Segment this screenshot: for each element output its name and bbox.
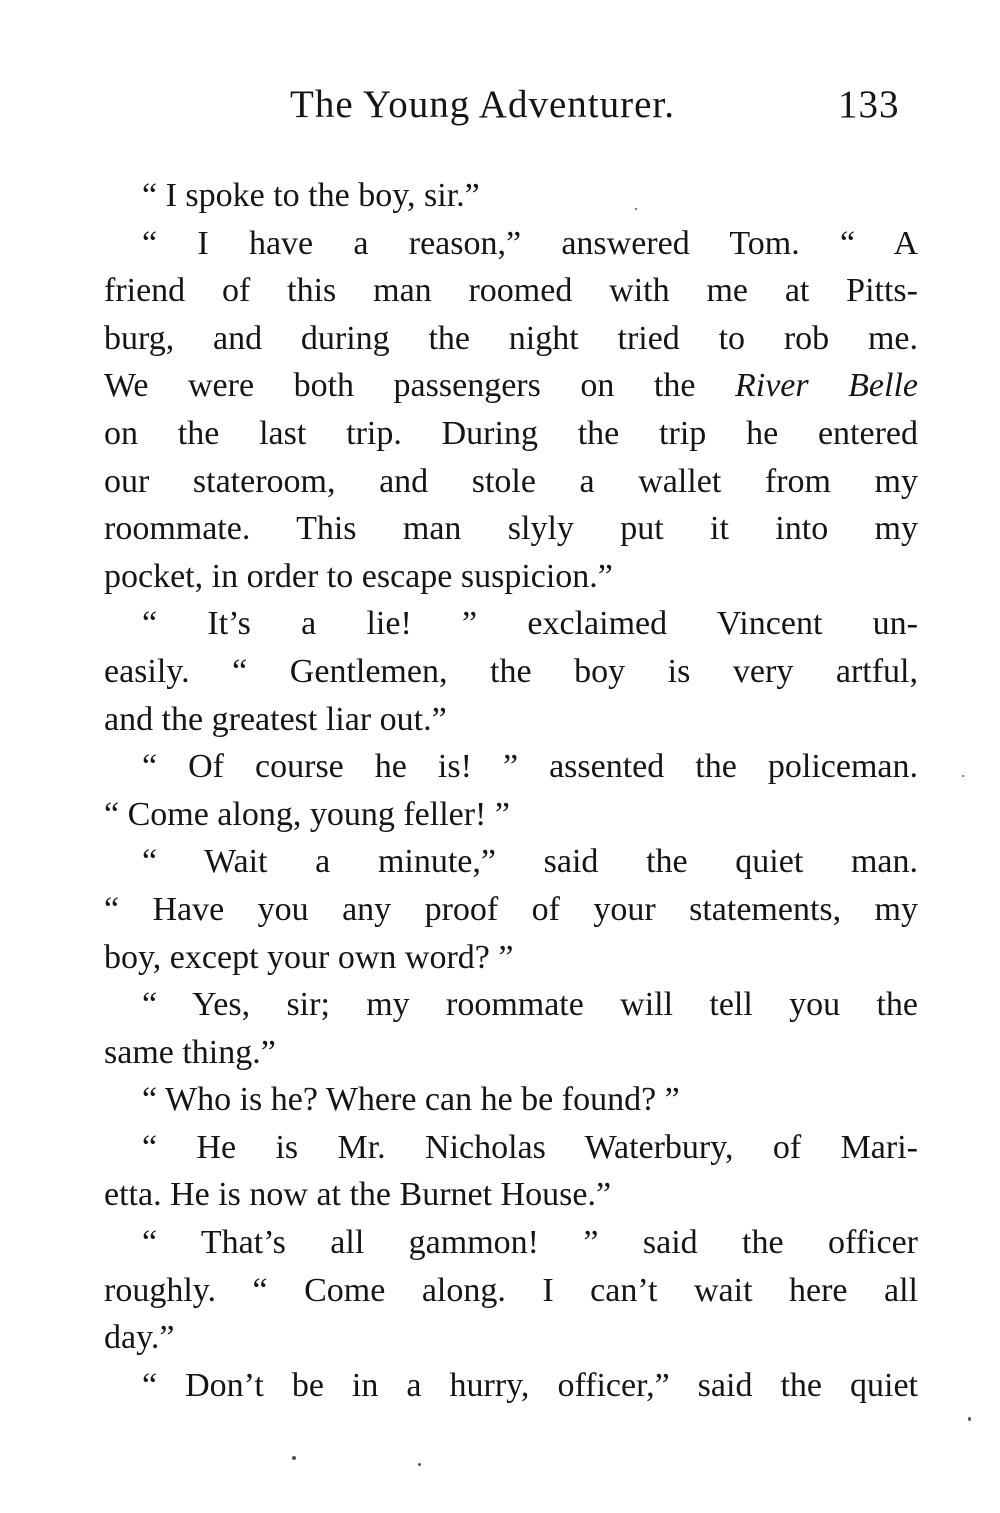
text-line: on the last trip. During the trip he entered [104, 414, 918, 452]
text-line: boy, except your own word? ” [104, 938, 514, 976]
text-line-with-italic: We were both passengers on the River Belle [104, 367, 918, 405]
running-title: The Young Adventurer. [290, 83, 675, 126]
text-line: and the greatest liar out.” [104, 700, 447, 738]
text-line: “ It’s a lie! ” exclaimed Vincent un- [142, 605, 918, 643]
text-line: “ Come along, young feller! ” [104, 795, 510, 833]
scan-speck [418, 1463, 421, 1466]
text-line: our stateroom, and stole a wallet from my [104, 462, 918, 500]
scan-speck [962, 775, 964, 777]
text-line: friend of this man roomed with me at Pitts- [104, 272, 918, 310]
text-line: “ That’s all gammon! ” said the officer [142, 1224, 918, 1262]
text-line: “ Of course he is! ” assented the policeman. [142, 748, 918, 786]
text-line: easily. “ Gentlemen, the boy is very artful, [104, 652, 918, 690]
text-line: “ Wait a minute,” said the quiet man. [142, 843, 918, 881]
scan-speck [968, 1417, 971, 1421]
scan-speck [635, 208, 637, 210]
ship-name: River Belle [734, 367, 918, 405]
text-line: roughly. “ Come along. I can’t wait here all [104, 1271, 918, 1309]
text-line: roommate. This man slyly put it into my [104, 510, 918, 548]
text-line: day.” [104, 1319, 175, 1357]
page-number: 133 [838, 83, 900, 126]
text-line: same thing.” [104, 1033, 276, 1071]
text-line: burg, and during the night tried to rob me. [104, 319, 918, 357]
running-head [0, 82, 1000, 138]
text-line: “ I spoke to the boy, sir.” [142, 177, 480, 214]
scan-speck [292, 1456, 296, 1460]
text-line: “ I have a reason,” answered Tom. “ A [142, 224, 918, 262]
text-line: “ Don’t be in a hurry, officer,” said the quiet [142, 1366, 918, 1404]
text-line: “ He is Mr. Nicholas Waterbury, of Mari- [142, 1128, 918, 1166]
text-line: etta. He is now at the Burnet House.” [104, 1176, 612, 1214]
text-line: “ Have you any proof of your statements, my [104, 890, 918, 928]
text-line: “ Yes, sir; my roommate will tell you the [142, 986, 918, 1024]
text-line: “ Who is he? Where can he be found? ” [142, 1081, 680, 1119]
body-text [104, 172, 918, 1409]
text-line: pocket, in order to escape suspicion.” [104, 557, 613, 595]
